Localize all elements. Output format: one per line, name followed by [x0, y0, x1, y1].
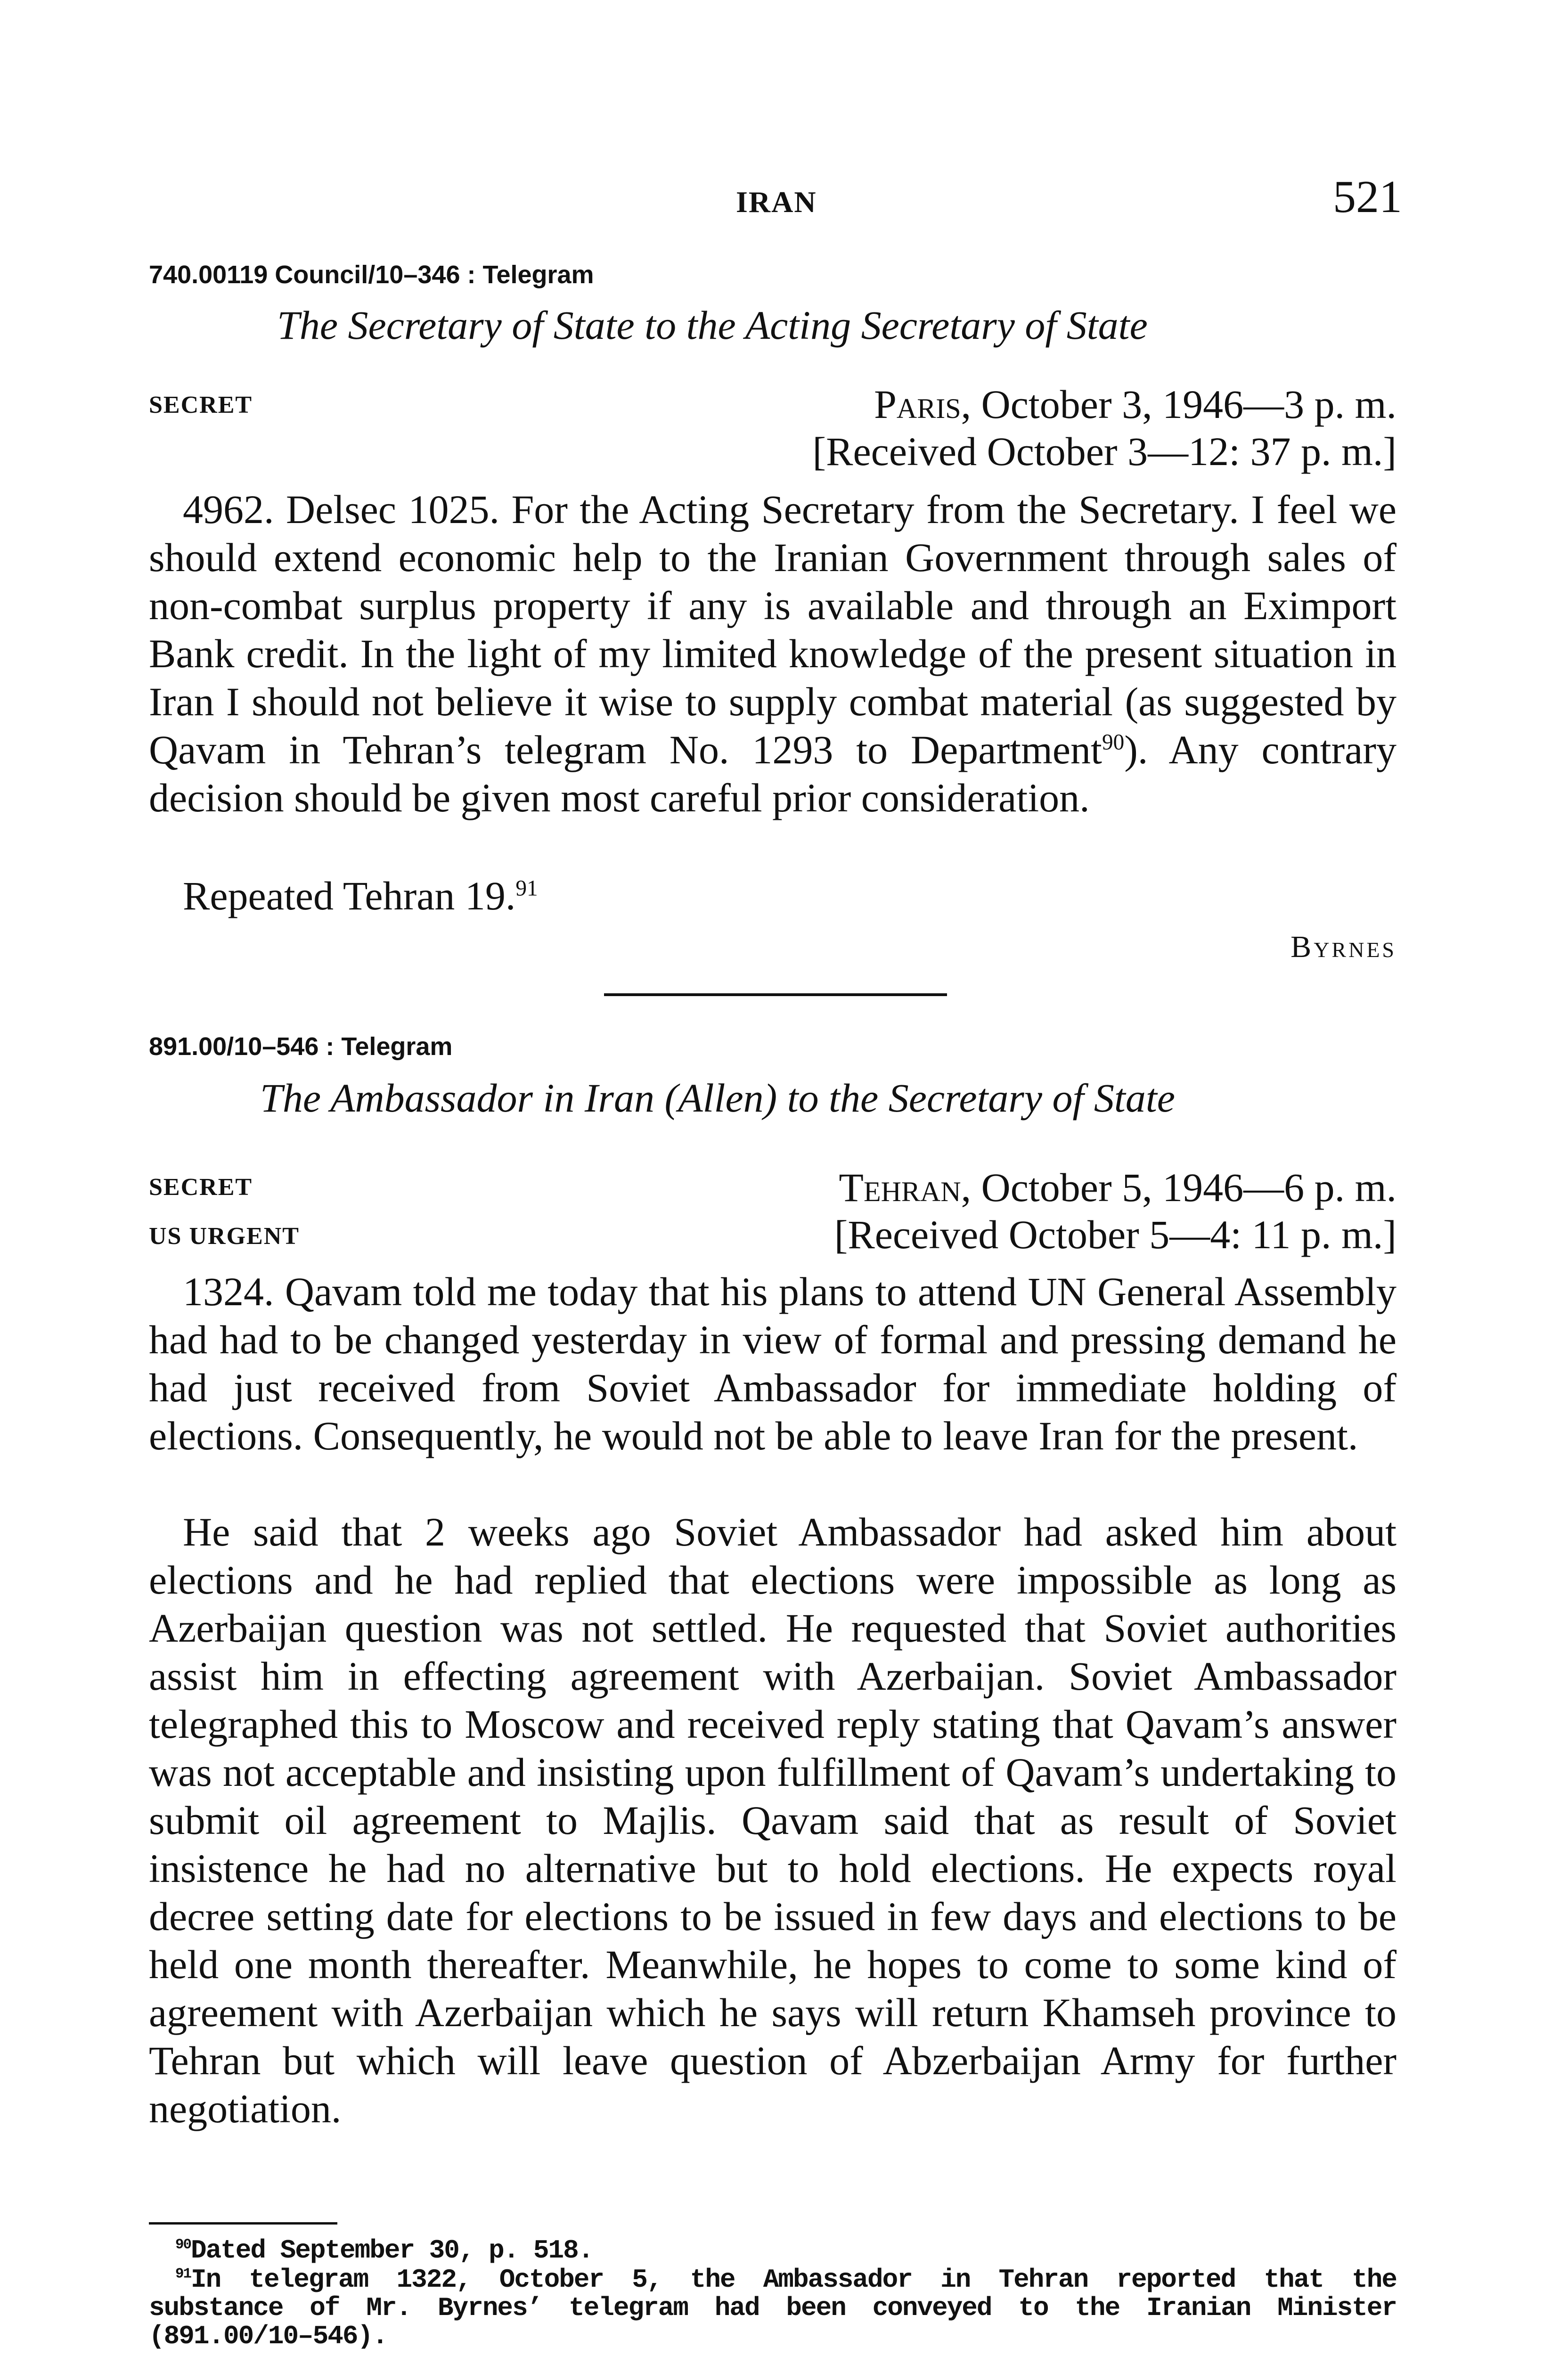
doc2-dateline-place: Tehran [839, 1165, 961, 1210]
doc1-classification: SECRET [149, 392, 253, 418]
doc1-received: [Received October 3—12: 37 p. m.] [812, 429, 1396, 474]
doc2-received: [Received October 5—4: 11 p. m.] [834, 1212, 1396, 1257]
doc2-dateline-date: , October 5, 1946—6 p. m. [961, 1165, 1396, 1210]
page-number: 521 [1333, 172, 1402, 222]
footnote-ref-90: 90 [1102, 730, 1125, 755]
doc1-paragraph-text-b: ). Any contrary decision should be given most careful prior consideration. [149, 727, 1396, 820]
footnote-90 [149, 2236, 1396, 2265]
doc1-repeated-text: Repeated Tehran 19. [183, 873, 516, 918]
doc1-repeated [149, 872, 1396, 920]
doc2-paragraph-1 [149, 1268, 1396, 1460]
doc1-signature: Byrnes [1290, 930, 1396, 964]
doc2-heading: The Ambassador in Iran (Allen) to the Secretary of State [260, 1075, 1175, 1121]
doc1-dateline [874, 381, 1396, 428]
footnote-90-marker: 90 [175, 2236, 191, 2253]
doc1-paragraph-text-a: 4962. Delsec 1025. For the Acting Secretary from the Secretary. I feel we should extend economic help to the Iranian Government through sales of non-combat surplus property if any is available and through an Eximport Bank credit. In the light of my limited knowledge of the present situation in Iran I should not believe it wise to supply combat material (as suggested by Qavam in Tehran’s telegram No. 1293 to Department [149, 487, 1396, 772]
doc1-dateline-date: , October 3, 1946—3 p. m. [961, 382, 1396, 427]
footnote-91-text: In telegram 1322, October 5, the Ambassador in Tehran reported that the substance of Mr. Byrnes’ telegram had been conveyed to the Iranian Minister (891.00/10–546). [149, 2265, 1396, 2351]
doc2-dateline [839, 1164, 1396, 1211]
doc2-paragraph-2-text: He said that 2 weeks ago Soviet Ambassador had asked him about elections and he had replied that elections were impossible as long as Azerbaijan question was not settled. He requested that Soviet authorities assist him in effecting agreement with Azerbaijan. Soviet Ambassador telegraphed this to Moscow and received reply stating that Qavam’s answer was not acceptable and insisting upon fulfillment of Qavam’s undertaking to submit oil agreement to Majlis. Qavam said that as result of Soviet insistence he had no alternative but to hold elections. He expects royal decree setting date for elections to be issued in few days and elections to be held one month thereafter. Meanwhile, he hopes to come to some kind of agreement with Azerbaijan which he says will return Khamseh province to Tehran but which will leave question of Abzerbaijan Army for further negotiation. [149, 1509, 1396, 2131]
doc2-file-number: 891.00/10–546 : Telegram [149, 1032, 453, 1061]
doc2-paragraph-1-text: 1324. Qavam told me today that his plans to attend UN General Assembly had had to be changed yesterday in view of formal and pressing demand he had just received from Soviet Ambassador for immediate holding of elections. Consequently, he would not be able to leave Iran for the present. [149, 1269, 1396, 1458]
footnote-91-marker: 91 [175, 2266, 191, 2282]
footnote-ref-91: 91 [515, 876, 538, 901]
running-head-title: IRAN [736, 185, 817, 219]
doc1-dateline-place: Paris [874, 382, 961, 427]
doc2-classification-secret: SECRET [149, 1174, 253, 1201]
doc2-paragraph-2 [149, 1508, 1396, 2133]
doc2-classification-urgent: US URGENT [149, 1223, 300, 1250]
footnote-90-text: Dated September 30, p. 518. [190, 2235, 593, 2266]
footnote-rule [149, 2222, 337, 2225]
section-divider [604, 993, 947, 996]
footnote-91 [149, 2266, 1396, 2350]
doc1-file-number: 740.00119 Council/10–346 : Telegram [149, 261, 594, 289]
doc1-paragraph [149, 485, 1396, 822]
doc1-heading: The Secretary of State to the Acting Secretary of State [277, 303, 1148, 348]
